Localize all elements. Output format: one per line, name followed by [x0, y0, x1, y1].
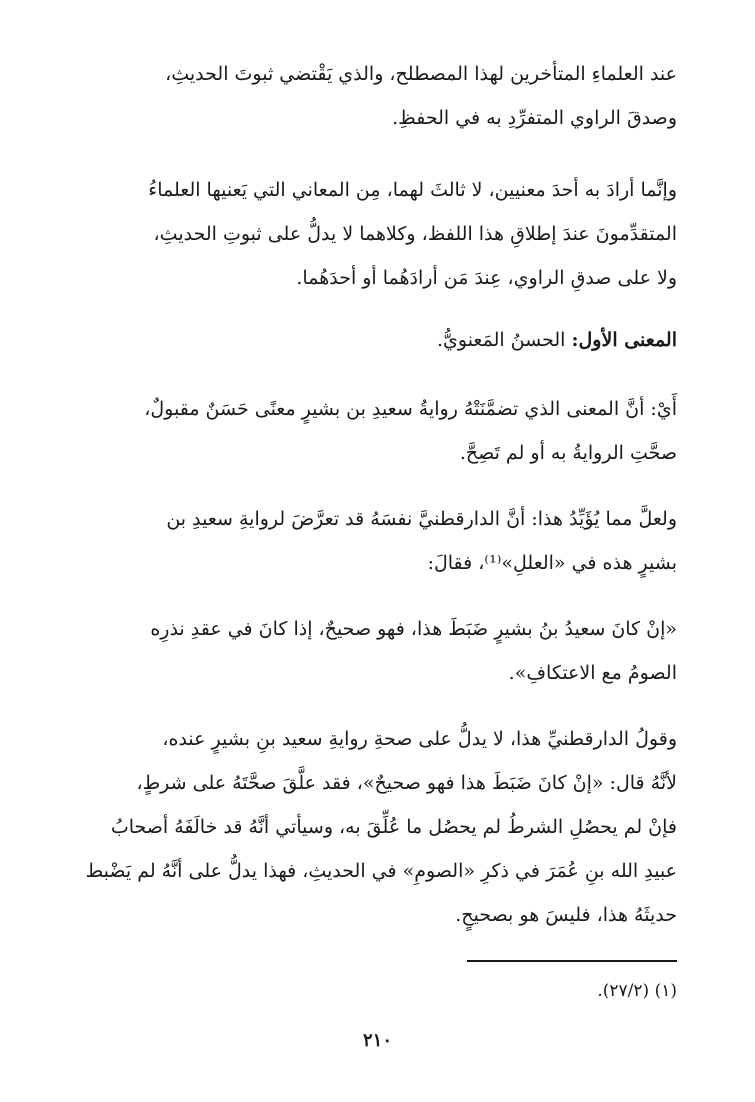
paragraph-line: وقولُ الدارقطنيِّ هذا، لا يدلُّ على صحةِ روايةِ سعيد بنِ بشيرٍ عنده، — [162, 728, 677, 750]
paragraph-2 — [77, 168, 677, 300]
paragraph-line: فإنْ لم يحصُلِ الشرطُ لم يحصُل ما عُلِّقَ به، وسيأتي أنَّهُ قد خالَفَهُ أصحابُ — [110, 816, 677, 838]
paragraph-line: الصومُ مع الاعتكافِ». — [508, 662, 677, 684]
paragraph-3 — [77, 387, 677, 475]
paragraph-line: «إنْ كانَ سعيدُ بنُ بشيرٍ ضَبَطَ هذا، فهو صحيحٌ، إذا كانَ في عقدِ نذرِه — [150, 618, 677, 640]
section-heading-text: الحسنُ المَعنويُّ. — [436, 329, 572, 351]
paragraph-line: صحَّتِ الروايةُ به أو لم تَصِحَّ. — [459, 442, 677, 464]
paragraph-5 — [77, 717, 677, 937]
paragraph-line: أَيْ: أنَّ المعنى الذي تضمَّنَتْهُ روايةُ سعيدِ بن بشيرٍ معنًى حَسَنٌ مقبولٌ، — [144, 398, 677, 420]
paragraph-line: حديثَهُ هذا، فليسَ هو بصحيحٍ. — [455, 904, 677, 926]
paragraph-1 — [77, 52, 677, 140]
paragraph-line: ولا على صدقِ الراوي، عِندَ مَن أرادَهُما أو أحدَهُما. — [296, 267, 677, 289]
paragraph-line: وإنَّما أرادَ به أحدَ معنيين، لا ثالثَ لهما، مِن المعاني التي يَعنيها العلماءُ — [148, 179, 677, 201]
paragraph-line: المتقدِّمونَ عندَ إطلاقِ هذا اللفظ، وكلاهما لا يدلُّ على ثبوتِ الحديثِ، — [153, 223, 677, 245]
paragraph-line: عبيدِ الله بنِ عُمَرَ في ذكرِ «الصومِ» في الحديثِ، فهذا يدلُّ على أنَّهُ لم يَضْبط — [85, 860, 677, 882]
paragraph-line: بشيرٍ هذه في «العللِ»⁽¹⁾، فقالَ: — [427, 552, 677, 574]
paragraph-4 — [77, 497, 677, 585]
footnote: (١) (٢٧/٢). — [597, 981, 677, 1001]
footnote-divider — [467, 960, 677, 962]
quotation — [77, 607, 677, 695]
paragraph-line: عند العلماءِ المتأخرين لهذا المصطلح، والذي يَقْتضي ثبوتَ الحديثِ، — [165, 63, 677, 85]
section-heading-label: المعنى الأول: — [571, 329, 677, 351]
paragraph-line: لأنَّهُ قال: «إنْ كانَ ضَبَطَ هذا فهو صحيحٌ»، فقد علَّقَ صحَّتَهُ على شرطٍ، — [136, 772, 677, 794]
section-heading — [77, 318, 677, 362]
section-heading-line — [77, 318, 677, 362]
paragraph-line: ولعلَّ مما يُؤَيِّدُ هذا: أنَّ الدارقطنيَّ نفسَهُ قد تعرَّضَ لروايةِ سعيدِ بن — [166, 508, 677, 530]
paragraph-line: وصدقَ الراوي المتفرِّدِ به في الحفظِ. — [392, 107, 677, 129]
page-number: ٢١٠ — [362, 1030, 392, 1051]
